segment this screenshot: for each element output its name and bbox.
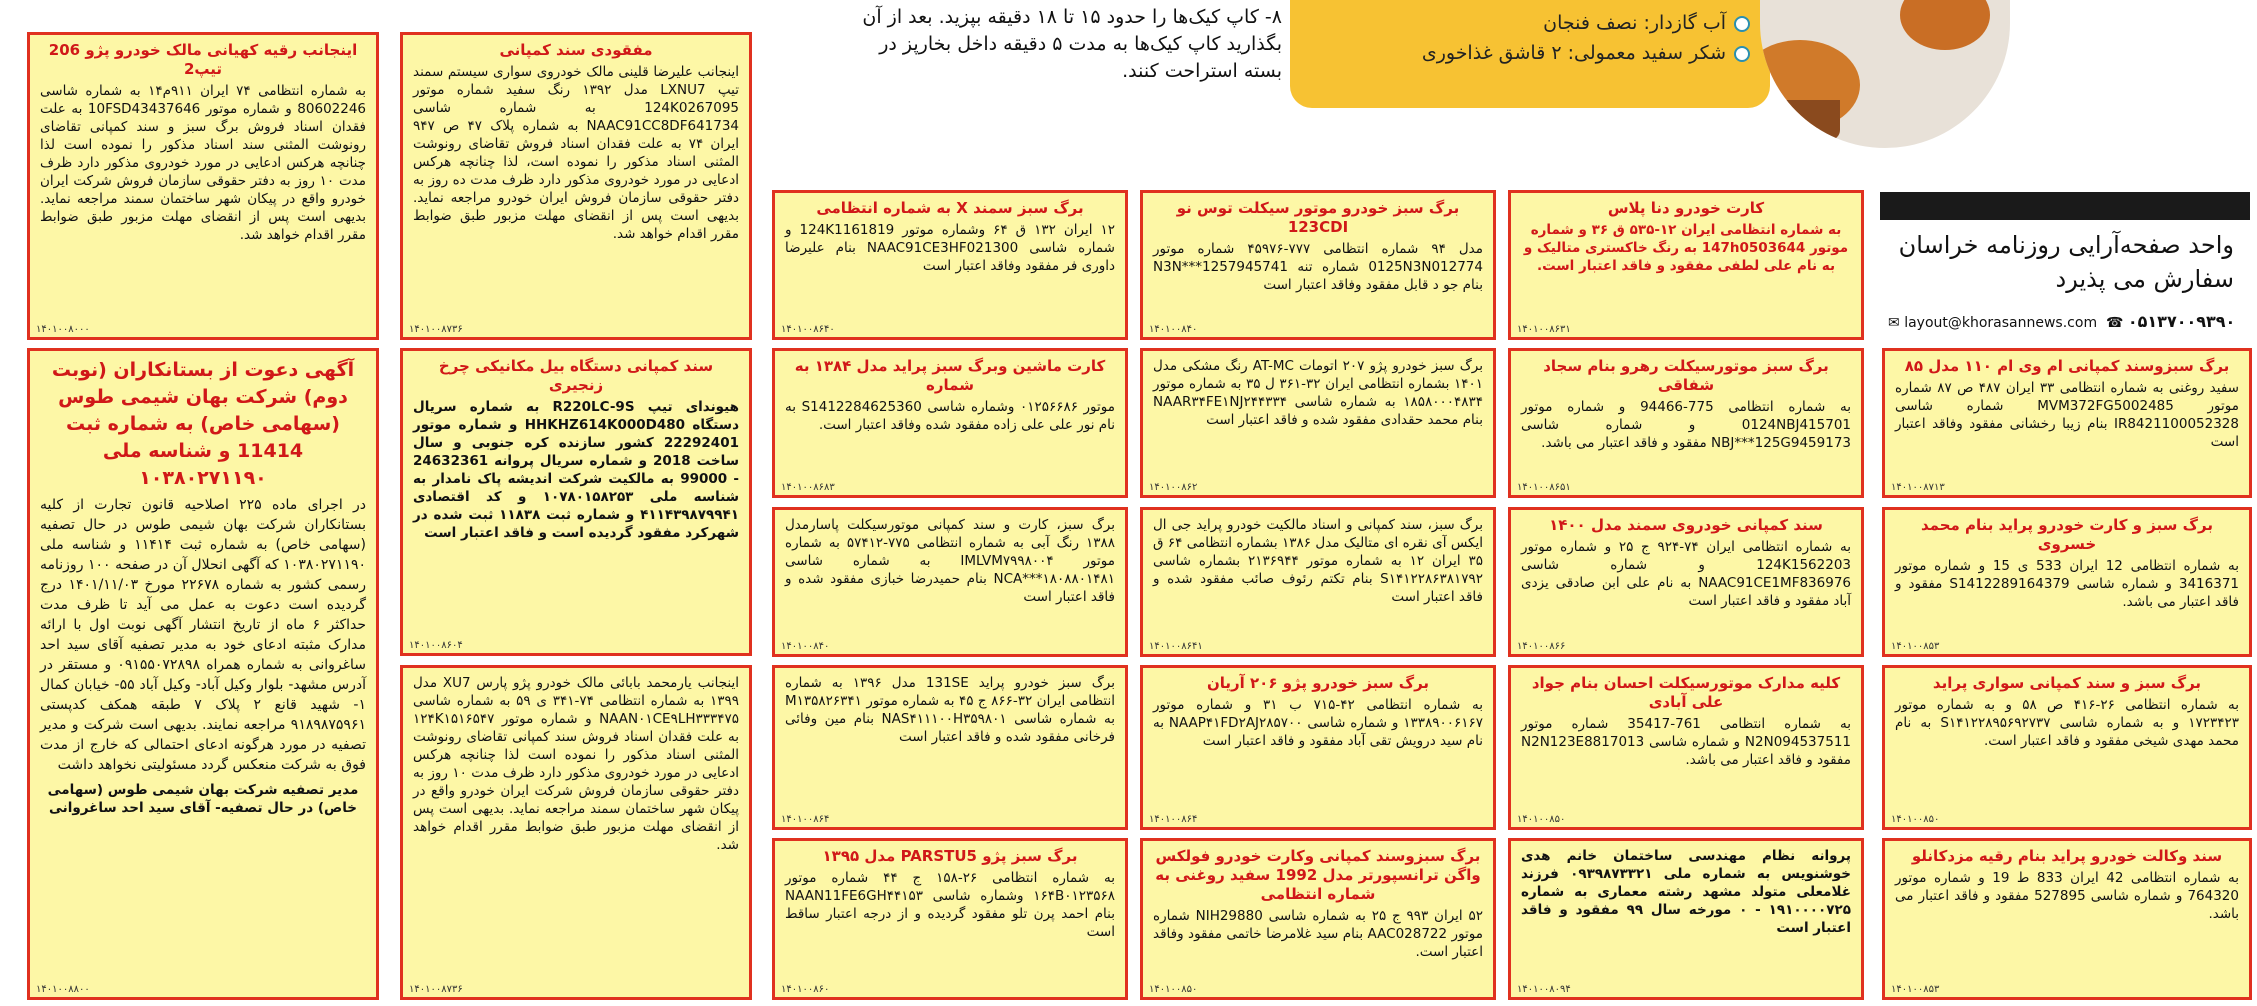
ad-box (772, 507, 1128, 657)
ad-code: ۱۴۰۱۰۰۸۷۳۶ (409, 324, 463, 335)
ad-box (772, 348, 1128, 498)
muffin-shape (1900, 0, 1990, 50)
ad-box (772, 190, 1128, 340)
unit-contact (1888, 312, 2235, 331)
ad-body: به شماره انتظامی ۲۶-۱۵۸ ج ۴۴ شماره موتور ۱۶۴B۰۱۲۳۵۶۸ وشماره شاسی NAAN11FE6GH۴۴۱۵۳ بنام احمد پرن تلو مفقود گردیده و از درجه اعتبار ساقط است (785, 870, 1115, 940)
ad-body: به شماره انتظامی 775-94466 و شماره موتور 0124NBJ415701 و شماره شاسی NBJ***125G9459173 مفقود و فاقد اعتبار می باشد. (1521, 399, 1851, 451)
ad-code: ۱۴۰۱۰۰۸۵۳ (1891, 641, 1940, 652)
ad-title: برگ سبز و سند کمپانی سواری پراید (1932, 674, 2202, 692)
ad-box (1140, 348, 1496, 498)
ad-code: ۱۴۰۱۰۰۸۶۴ (1149, 814, 1198, 825)
cupcake-photo (1760, 0, 2010, 148)
ad-title: برگ سبزوسند کمپانی ام وی ام ۱۱۰ مدل ۸۵ (1904, 357, 2230, 375)
ad-body: به شماره انتظامی 12 ایران 533 ی 15 و شماره موتور 3416371 و شماره شاسی S1412289164379 مفقود و فاقد اعتبار می باشد. (1895, 558, 2239, 610)
top-text-line1: ۸- کاپ کیک‌ها را حدود ۱۵ تا ۱۸ دقیقه بپزید. بعد از آن (862, 6, 1282, 28)
top-text (802, 4, 1282, 85)
ad-body: برگ سبز خودرو پراید 131SE مدل ۱۳۹۶ به شماره انتظامی ایران ۳۲-۸۶۶ ج ۴۵ به شماره موتور M۱۳۵۸۲۶۳۴۱ به شماره شاسی NAS۴۱۱۱۰۰H۳۵۹۸۰۱ بنام مین وفائی فرخانی مفقود شده و فاقد اعتبار است (785, 675, 1115, 745)
ad-box (1508, 665, 1864, 830)
ad-box (400, 32, 752, 340)
ad-body: ۵۲ ایران ۹۹۳ ج ۲۵ به شماره شاسی NIH29880 شماره موتور AAC028722 بنام سید غلامرضا خاتمی مفقود وفاقد اعتبار است. (1153, 908, 1483, 960)
ad-title: کارت خودرو دنا پلاس (1607, 199, 1765, 217)
ad-body: برگ سبز، کارت و سند کمپانی موتورسیکلت پاسارمدل ۱۳۸۸ رنگ آبی به شماره انتظامی ۷۷۵-۵۷۴۱۲ به شماره موتور IMLVM۷۹۹۸۰۰۴ به شماره شاسی NCA***۱۸۰۸۸۰۱۴۸۱ بنام حمیدرضا خبازی مفقود شده و فاقد اعتبار است (785, 517, 1116, 605)
ad-box (1882, 507, 2252, 657)
unit-email[interactable]: layout@khorasannews.com (1904, 315, 2098, 331)
ad-title: کلیه مدارک موتورسیکلت احسان بنام جواد علی آبادی (1531, 674, 1841, 711)
top-text-line3: بسته استراحت کنند. (1122, 60, 1282, 82)
ad-code: ۱۴۰۱۰۰۸۶۰ (781, 984, 830, 995)
ad-code: ۱۴۰۱۰۰۸۷۱۳ (1891, 482, 1945, 493)
ad-title: مفقودی سند کمپانی (499, 41, 653, 59)
unit-bar (1880, 192, 2250, 220)
ad-title: برگ سبز موتورسیکلت رهرو بنام سجاد شفاقی (1543, 357, 1829, 394)
ad-title: سند وکالت خودرو پراید بنام رقیه مزدکانلو (1911, 847, 2223, 865)
unit-subtitle: سفارش می پذیرد (2055, 265, 2234, 293)
ad-body: اینجانب یارمحمد بابائی مالک خودرو پژو پارس XU7 مدل ۱۳۹۹ به شماره انتظامی ۷۴-۳۴۱ ی ۵۹ به شماره شاسی NAAN۰۱CE۹LH۳۳۳۴۷۵ و شماره موتور ۱۲۴K۱۵۱۶۵۴۷ به علت فقدان اسناد فروش سند کمپانی تقاضای رونوشت المثنی اسناد مذکور را نموده است لذا چنانچه هرکس ادعایی در مورد خودروی مذکور دارد ظرف مدت ۱۰ روز به دفتر حقوقی سازمان فروش شرکت ایران خودرو واقع در پیکان شهر ساختمان سمند مراجعه نماید. بدیهی است پس از انقضای مهلت مزبور طبق ضوابط مقرر اقدام خواهد شد. (413, 675, 739, 853)
notice-footer: مدیر تصفیه شرکت بهان شیمی طوس (سهامی خاص) در حال تصفیه- آقای سید احد ساغروانی (47, 782, 359, 816)
ad-code: ۱۴۰۱۰۰۸۶۴۰ (781, 324, 835, 335)
ad-code: ۱۴۰۱۰۰۸۶۶ (1517, 641, 1566, 652)
ad-body: به شماره انتظامی 42 ایران 833 ط 19 و شماره موتور 764320 و شماره شاسی 527895 مفقود و فاقد اعتبار می باشد. (1895, 870, 2239, 922)
ad-title: برگ سبز خودرو پژو ۲۰۶ آریان (1206, 674, 1430, 692)
ad-code: ۱۴۰۱۰۰۸۸۰۰ (36, 984, 90, 995)
ad-box (1508, 348, 1864, 498)
cup-shape (1770, 100, 1840, 140)
ad-body: به شماره انتظامی 761-35417 شماره موتور N2N094537511 و شماره شاسی N2N123E8817013 مفقود و فاقد اعتبار می باشد. (1521, 716, 1851, 768)
ad-code: ۱۴۰۱۰۰۸۴۰ (1149, 324, 1198, 335)
ad-body: به شماره انتظامی ۲۶-۴۱۶ ص ۵۸ و به شماره موتور ۱۷۲۳۴۲۳ و به شماره شاسی S۱۴۱۲۲۸۹۵۶۹۲۷۳۷ به نام محمد مهدی شیخی مفقود و فاقد اعتبار است. (1895, 697, 2240, 749)
ad-code: ۱۴۰۱۰۰۸۶۲ (1149, 482, 1198, 493)
ad-code: ۱۴۰۱۰۰۸۶۸۳ (781, 482, 835, 493)
ad-code: ۱۴۰۱۰۰۸۵۰ (1149, 984, 1198, 995)
ad-box (1882, 665, 2252, 830)
ad-title: کارت ماشین وبرگ سبز پراید مدل ۱۳۸۴ به شماره (794, 357, 1106, 394)
ad-box (400, 665, 752, 1000)
ad-title: برگ سبز و کارت خودرو پراید بنام محمد خسروی (1921, 516, 2213, 553)
ad-box (1140, 507, 1496, 657)
ad-code: ۱۴۰۱۰۰۸۶۰۴ (409, 640, 463, 651)
ad-title: برگ سبز پژو PARSTU5 مدل ۱۳۹۵ (822, 847, 1078, 865)
ad-body: سفید روغنی به شماره انتظامی ۳۳ ایران ۴۸۷ ص ۸۷ شماره موتور MVM372FG5002485 شماره شاسی IR8421100052328 بنام زیبا رخشانی مفقود وفاقد اعتبار است (1895, 380, 2239, 450)
recipe-item: آب گازدار: نصف فنجان (1543, 12, 1726, 34)
ad-code: ۱۴۰۱۰۰۸۴۰ (781, 641, 830, 652)
ad-body: پروانه نظام مهندسی ساختمان خانم هدی خوشنویس به شماره ملی ۰۹۳۹۸۷۳۳۲۱ فرزند غلامعلی متولد مشهد رشته معماری به شماره ۱۹۱۰۰۰۰۷۲۵ - ۰ مورخه سال ۹۹ مفقود و فاقد اعتبار است (1521, 848, 1851, 936)
ad-body: در اجرای ماده ۲۲۵ اصلاحیه قانون تجارت از کلیه بستانکاران شرکت بهان شیمی طوس در حال تصفیه (سهامی خاص) به شماره ثبت ۱۱۴۱۴ و شناسه ملی ۱۰۳۸۰۲۷۱۱۹۰ که آگهی انحلال آن در صفحه ۱۰۰ روزنامه رسمی کشور به شماره ۲۲۶۷۸ مورخ ۱۴۰۱/۱۱/۰۳ درج گردیده است دعوت به عمل می آید تا ظرف مدت حداکثر ۶ ماه از تاریخ انتشار آگهی نوبت اول با ارائه مدارک مثبته ادعای خود به مدیر تصفیه آقای سید احد ساغروانی به شماره همراه ۰۹۱۵۵۰۷۲۸۹۸ و مستقر در آدرس مشهد- بلوار وکیل آباد- وکیل آباد ۵۵- خیابان کمال ۱- شهید قانع ۲ پلاک ۷ طبقه همکف کدپستی ۹۱۸۹۸۷۵۹۶۱ مراجعه نمایند. بدیهی است شرکت و مدیر تصفیه در مورد هرگونه ادعای احتمالی که خارج از مدت فوق به شرکت منعکس گردد مسئولیتی نخواهد داشت (40, 497, 366, 773)
ad-body: هیوندای تیپ R220LC-9S به شماره سریال دستگاه HHKHZ614K000D480 و شماره موتور 22292401 کشور سازنده کره جنوبی و سال ساخت 2018 و شماره سریال پروانه 24632361 - 99000 به مالکیت شرکت اندیشه پاک نامدار به شناسه ملی ۱۰۷۸۰۱۵۸۲۵۳ و کد اقتصادی ۴۱۱۴۳۹۸۷۹۹۴۱ و شماره ثبت ۱۱۸۳۸ ثبت شده در شهرکرد مفقود گردیده است و فاقد اعتبار است (413, 399, 739, 541)
ad-code: ۱۴۰۱۰۰۸۰۹۴ (1517, 984, 1571, 995)
unit-phone: ۰۵۱۳۷۰۰۹۳۹۰ (2127, 312, 2236, 331)
ad-code: ۱۴۰۱۰۰۸۶۴ (781, 814, 830, 825)
ad-code: ۱۴۰۱۰۰۸۵۰ (1891, 814, 1940, 825)
ad-box (27, 32, 379, 340)
ad-box (1140, 190, 1496, 340)
ad-body: به شماره انتظامی ایران ۷۴-۹۲۴ ج ۲۵ و شماره موتور 124K1562203 و شماره شاسی NAAC91CE1MF836976 به نام علی ابن صادقی یزدی آباد مفقود و فاقد اعتبار است (1521, 539, 1852, 609)
ad-title: سند کمپانی خودروی سمند مدل ۱۴۰۰ (1549, 516, 1823, 534)
notice-box (27, 348, 379, 1000)
recipe-item: شکر سفید معمولی: ۲ قاشق غذاخوری (1421, 42, 1726, 64)
unit-title: واحد صفحه‌آرایی روزنامه خراسان (1898, 231, 2234, 259)
ad-title: برگ سبز سمند X به شماره انتظامی (816, 199, 1084, 217)
ad-code: ۱۴۰۱۰۰۸۰۰۰ (36, 324, 90, 335)
ad-body: برگ سبز، سند کمپانی و اسناد مالکیت خودرو پراید جی ال ایکس آی نقره ای متالیک مدل ۱۳۸۶ بشماره انتظامی ۶۴ ق ۳۵ ایران ۱۲ به شماره موتور ۲۱۳۶۹۴۴ بشماره شاسی S۱۴۱۲۲۸۶۳۸۱۷۹۲ بنام تکتم رئوف صائب مفقود شده و فاقد اعتبار است (1153, 517, 1483, 605)
recipe-box (1290, 0, 1770, 108)
ad-box (1508, 507, 1864, 657)
top-text-line2: بگذارید کاپ کیک‌ها به مدت ۵ دقیقه داخل بخارپز در (879, 33, 1282, 55)
phone-icon: ☎ (2101, 315, 2124, 331)
circle-bullet-icon (1734, 16, 1750, 32)
ad-box (400, 348, 752, 656)
notice-title: آگهی دعوت از بستانکاران (نوبت دوم) شرکت بهان شیمی طوس (سهامی خاص) به شماره ثبت 11414 و شناسه ملی ۱۰۳۸۰۲۷۱۱۹۰ (51, 359, 355, 489)
ad-body: مدل ۹۴ شماره انتظامی ۷۷۷-۴۵۹۷۶ شماره موتور 0125N3N012774 شماره تنه N3N***1257945741 بنام جو د قابل مفقود وفاقد اعتبار است (1153, 241, 1483, 293)
ad-title: سند کمپانی دستگاه بیل مکانیکی چرخ زنجیری (438, 357, 714, 394)
ad-body: موتور ۰۱۲۵۶۶۸۶ وشماره شاسی S1412284625360 به نام نور علی علی زاده مفقود شده وفاقد اعتبار است. (785, 399, 1115, 433)
ad-body: به شماره انتظامی ایران ۱۲-۵۳۵ ق ۳۶ و شماره موتور 147h0503644 به رنگ خاکستری متالیک و به نام علی لطفی مفقود و فاقد اعتبار است. (1523, 222, 1849, 274)
circle-bullet-icon (1734, 46, 1750, 62)
ad-body: به شماره انتظامی ۷۴ ایران ۹۱۱م۱۴ به شماره شاسی 80602246 و شماره موتور 10FSD43437646 به علت فقدان اسناد فروش برگ سبز و سند کمپانی تقاضای رونوشت المثنی سند اسناد مذکور را نموده است لذا چنانچه هرکس ادعایی در مورد خودروی مذکور دارد ظرف مدت ۱۰ روز به دفتر حقوقی سازمان فروش شرکت ایران خودرو واقع در پیکان شهر ساختمان سمند مراجعه نماید. بدیهی است پس از انقضای مهلت مزبور طبق ضوابط مقرر اقدام خواهد شد. (40, 83, 367, 243)
ad-box (1882, 348, 2252, 498)
ad-body: اینجانب علیرضا قلینی مالک خودروی سواری سیستم سمند تیپ LXNU7 مدل ۱۳۹۲ رنگ سفید شماره موتور 124K0267095 به شماره شاسی NAAC91CC8DF641734 به شماره پلاک ۴۷ ص ۹۴۷ ایران ۷۴ به علت فقدان اسناد فروش تقاضای رونوشت المثنی اسناد مذکور را نموده است، لذا چنانچه هرکس ادعایی در مورد خودروی مذکور دارد ظرف مدت ده روز به دفتر حقوقی سازمان فروش ایران خودرو مراجعه نماید. بدیهی است پس از انقضای مهلت مزبور طبق ضوابط مقرر اقدام خواهد شد. (413, 64, 740, 242)
ad-box (772, 665, 1128, 830)
ad-code: ۱۴۰۱۰۰۸۶۴۱ (1149, 641, 1203, 652)
ad-title: برگ سبزوسند کمپانی وکارت خودرو فولکس واگن ترانسپورتر مدل 1992 سفید روغنی به شماره انتظامی (1155, 847, 1481, 903)
ad-box (1508, 190, 1864, 340)
ad-body: به شماره انتظامی ۴۲-۷۱۵ ب ۳۱ و شماره موتور ۱۳۳۸۹۰۰۶۱۶۷ و شماره شاسی NAAP۴۱FD۲AJ۲۸۵۷۰۰ به نام سید درویش تقی آباد مفقود و فاقد اعتبار است (1153, 697, 1484, 749)
layout-unit-ad (1880, 192, 2250, 342)
ad-body: ۱۲ ایران ۱۳۲ ق ۶۴ وشماره موتور 124K1161819 و شماره شاسی NAAC91CE3HF021300 بنام علیرضا داوری فر مفقود وفاقد اعتبار است (785, 222, 1116, 274)
ad-box (1508, 838, 1864, 1000)
ad-box (1140, 665, 1496, 830)
ad-code: ۱۴۰۱۰۰۸۶۵۱ (1517, 482, 1571, 493)
ad-code: ۱۴۰۱۰۰۸۶۳۱ (1517, 324, 1571, 335)
ad-code: ۱۴۰۱۰۰۸۵۳ (1891, 984, 1940, 995)
ad-box (772, 838, 1128, 1000)
ad-code: ۱۴۰۱۰۰۸۵۰ (1517, 814, 1566, 825)
ad-body: برگ سبز خودرو پژو ۲۰۷ اتومات AT-MC رنگ مشکی مدل ۱۴۰۱ بشماره انتظامی ایران ۳۲-۳۶۱ ل ۳۵ به شماره موتور ۱۸۵۸۰۰۰۴۸۳۴ به شماره شاسی NAAR۳۴FE۱NJ۲۴۴۳۳۴ بنام محمد حقدادی مفقود شده و فاقد اعتبار است (1153, 358, 1484, 428)
ad-title: برگ سبز خودرو موتور سیکلت توس نو 123CDI (1176, 199, 1460, 236)
email-icon: ✉ (1888, 315, 1900, 331)
ad-code: ۱۴۰۱۰۰۸۷۳۶ (409, 984, 463, 995)
ad-box (1882, 838, 2252, 1000)
ad-title: اینجانب رقیه کهیانی مالک خودرو پژو 206 تیپ2 (48, 41, 358, 78)
ad-box (1140, 838, 1496, 1000)
